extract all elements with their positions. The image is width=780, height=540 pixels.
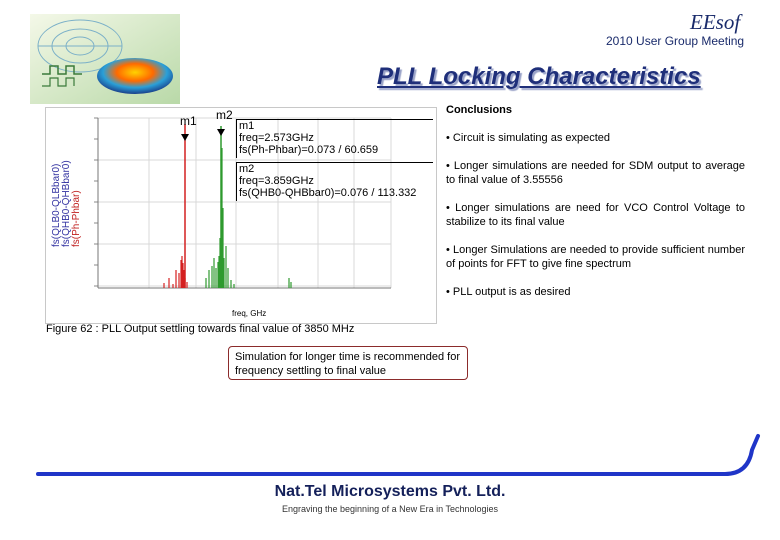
company-name: Nat.Tel Microsystems Pvt. Ltd. <box>274 483 506 500</box>
page-title: PLL Locking Characteristics <box>377 63 701 90</box>
marker-m1-value: fs(Ph-Phbar)=0.073 / 60.659 <box>239 144 379 156</box>
conclusion-point: • Circuit is simulating as expected <box>446 132 611 144</box>
smith-chart-logo-image <box>30 14 180 104</box>
conclusion-point: • Longer Simulations are needed to provide sufficient number of points for FFT to give fine spectrum <box>446 244 745 270</box>
marker-m1-label: m1 <box>239 120 255 132</box>
marker-m1-name: m1 <box>180 114 197 128</box>
marker-m2-readout <box>236 162 433 201</box>
marker-m2-name: m2 <box>216 108 233 122</box>
y-axis-label-qhb: fs(QHB0-QHBbar0) <box>61 160 72 247</box>
marker-m1-freq: freq=2.573GHz <box>239 132 314 144</box>
y-axis-label-ph: fs(Ph-Phbar) <box>71 190 82 247</box>
conclusion-point: • PLL output is as desired <box>446 286 571 298</box>
figure-caption: Figure 62 : PLL Output settling towards final value of 3850 MHz <box>46 323 355 335</box>
conclusions-heading: Conclusions <box>446 104 513 116</box>
conclusion-point: • Longer simulations are need for VCO Control Voltage to stabilize to its final value <box>446 202 745 228</box>
marker-m1-readout <box>236 119 433 158</box>
conclusions-panel <box>440 104 745 313</box>
marker-m2-label: m2 <box>239 163 255 175</box>
y-axis-label-qlb: fs(QLB0-QLBbar0) <box>51 163 62 247</box>
conclusion-point: • Longer simulations are needed for SDM output to average to final value of 3.55556 <box>446 160 745 186</box>
marker-m2-triangle <box>217 129 225 136</box>
marker-m2-freq: freq=3.859GHz <box>239 175 314 187</box>
recommendation-note: Simulation for longer time is recommended for frequency settling to final value <box>228 346 468 380</box>
brand-logo-text: EEsof <box>690 10 741 34</box>
meeting-subtitle: 2010 User Group Meeting <box>606 34 745 48</box>
x-axis-label: freq, GHz <box>232 309 267 318</box>
marker-m1-triangle <box>181 134 189 141</box>
marker-m2-value: fs(QHB0-QHBbar0)=0.076 / 113.332 <box>239 187 417 199</box>
company-tagline: Engraving the beginning of a New Era in Technologies <box>282 504 498 514</box>
